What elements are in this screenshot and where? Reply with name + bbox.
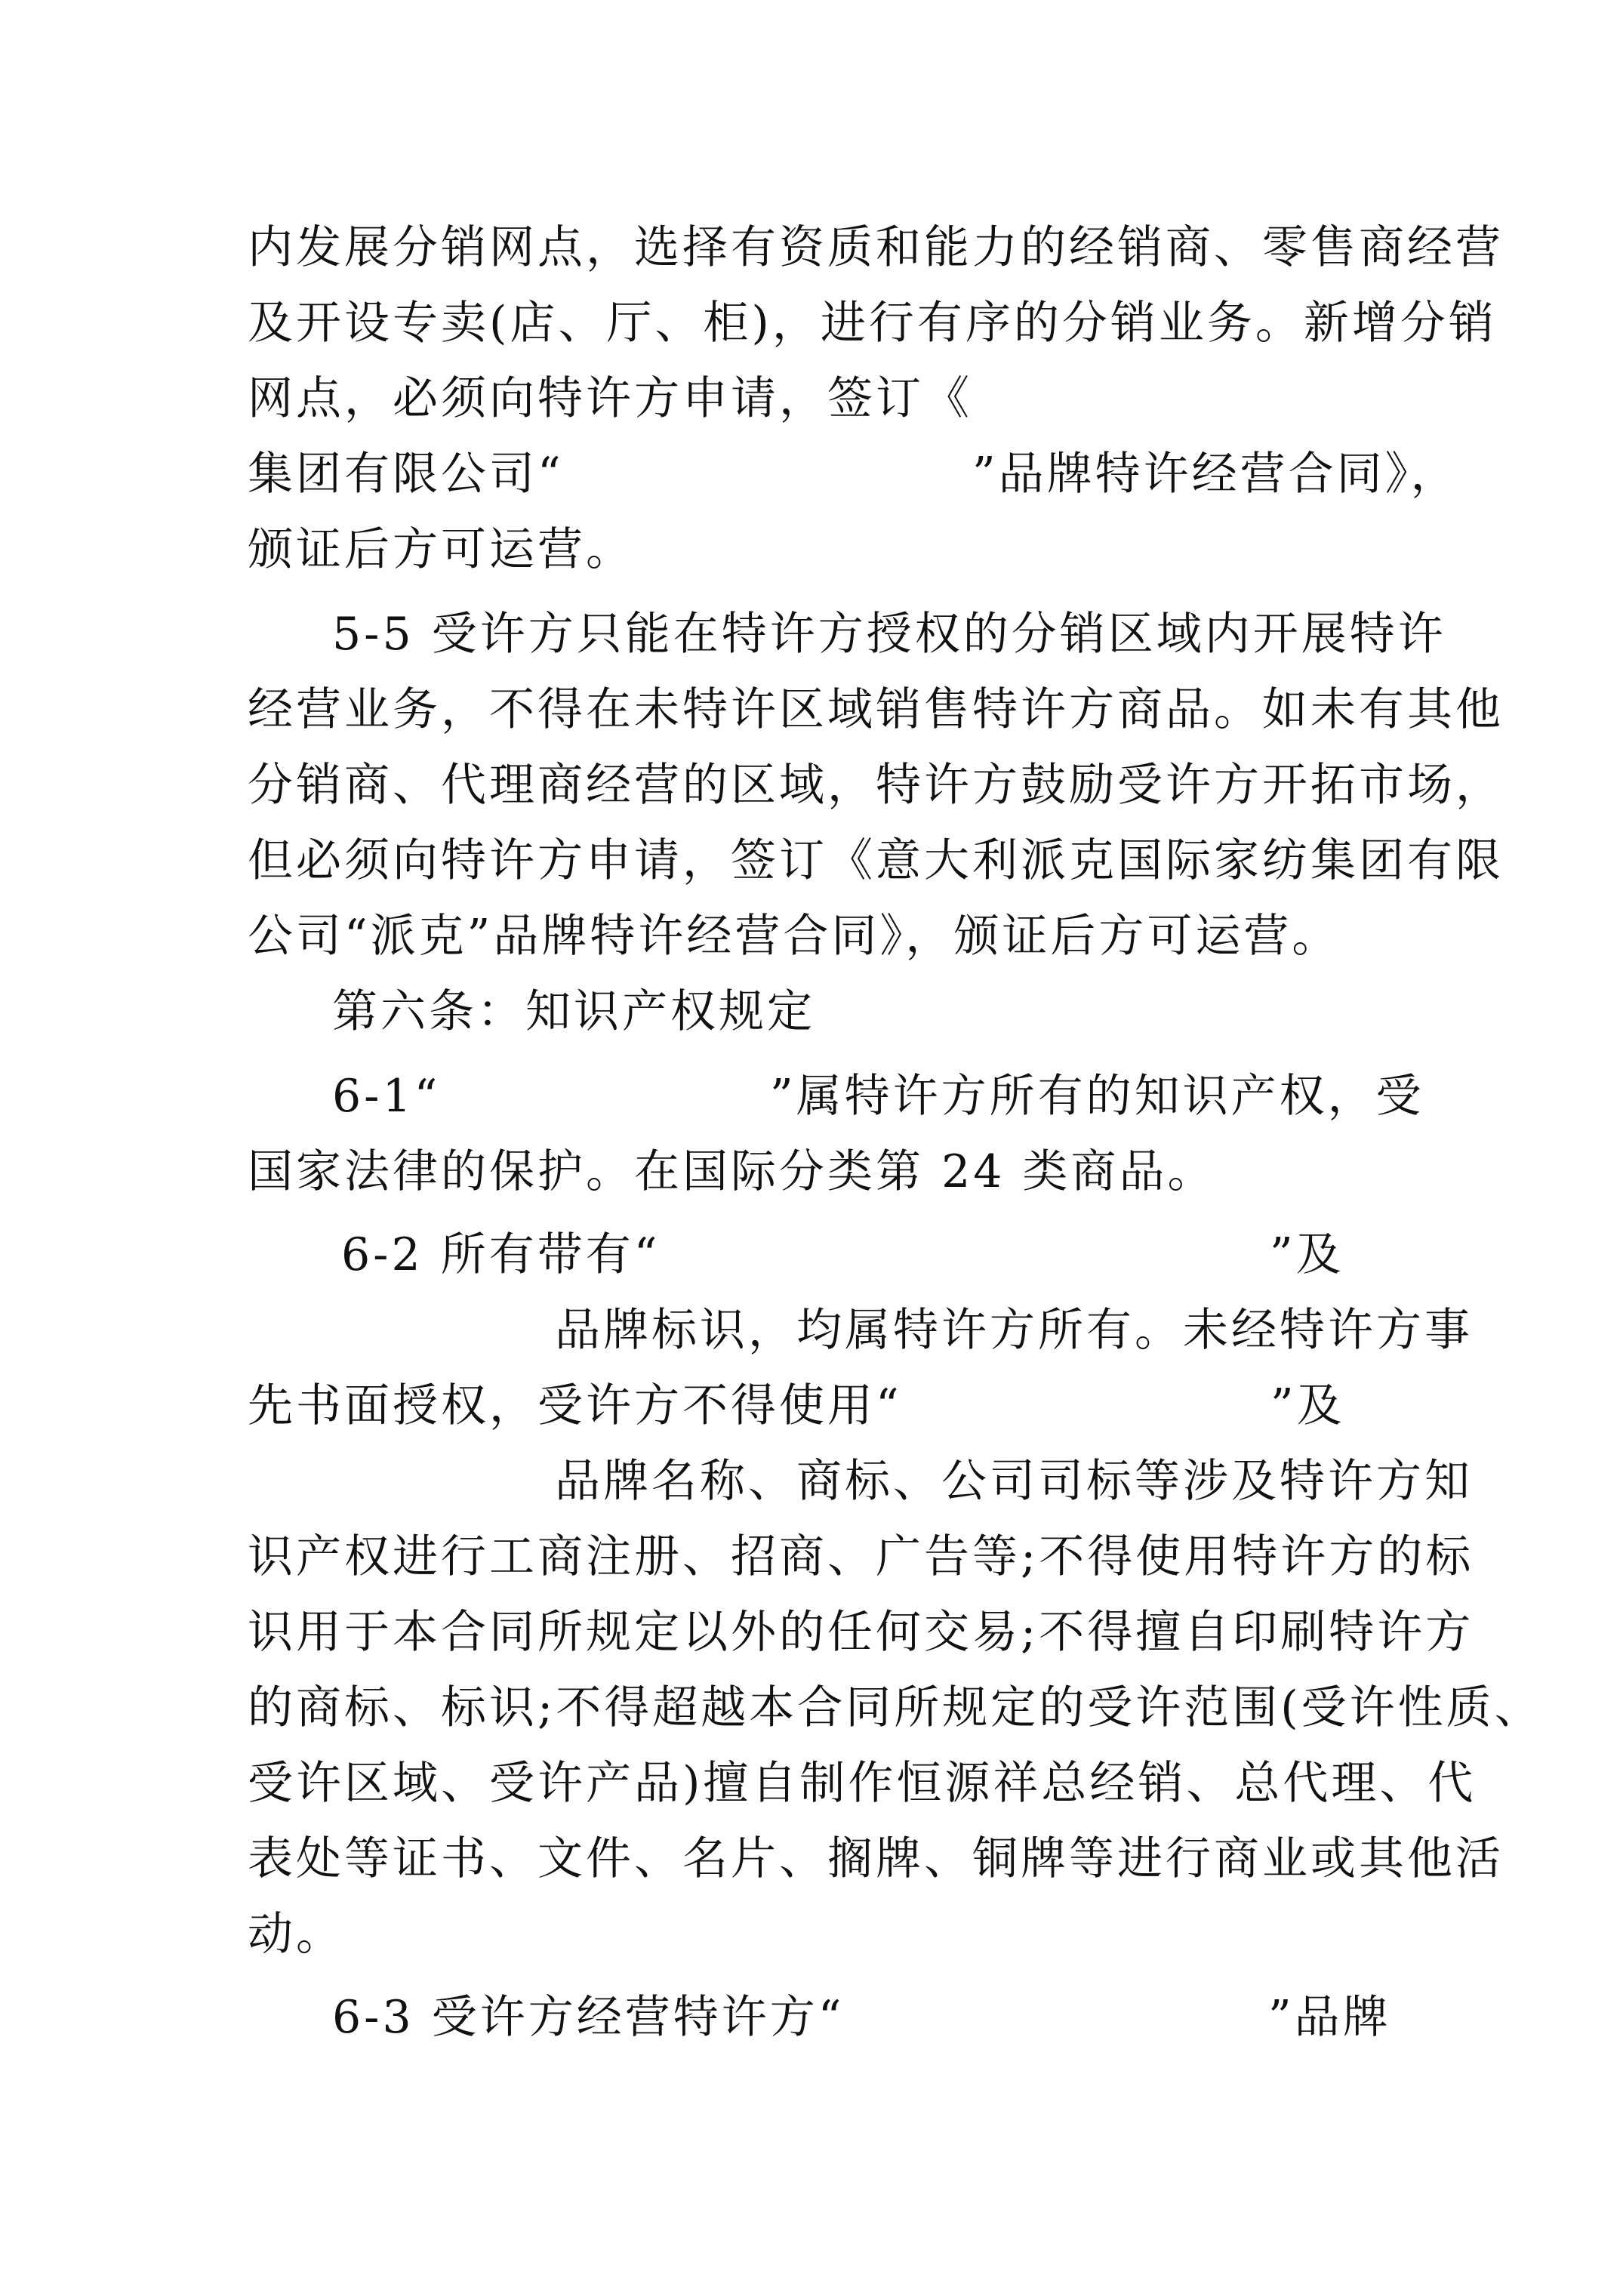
line-text-left: 6-2 所有带有“ (341, 1228, 661, 1281)
line-text: 5-5 受许方只能在特许方授权的分销区域内开展特许 (332, 608, 1446, 661)
text-line-22 (248, 1821, 1504, 1897)
heading-text: 第六条：知识产权规定 (332, 985, 815, 1038)
line-text: 经营业务，不得在未特许区域销售特许方商品。如未有其他 (248, 683, 1504, 736)
text-line-24 (332, 1980, 1464, 2055)
line-text: 分销商、代理商经营的区域，特许方鼓励受许方开拓市场， (248, 759, 1504, 812)
line-text: 的商标、标识;不得超越本合同所规定的受许范围(受许性质、 (248, 1681, 1543, 1734)
line-text: 公司“派克”品牌特许经营合同》，颁证后方可运营。 (248, 910, 1341, 963)
line-text: 表处等证书、文件、名片、搁牌、铜牌等进行商业或其他活 (248, 1832, 1504, 1885)
text-line-1 (248, 210, 1504, 285)
line-text: 内发展分销网点，选择有资质和能力的经销商、零售商经营 (248, 221, 1504, 274)
line-text-right: ”及 (1270, 1379, 1345, 1432)
line-text: 识用于本合同所规定以外的任何交易;不得擅自印刷特许方 (248, 1606, 1474, 1659)
line-text: 及开设专卖(店、厅、柜)，进行有序的分销业务。新增分销 (248, 297, 1497, 350)
text-line-2 (248, 285, 1497, 361)
line-text: 国家法律的保护。在国际分类第 24 类商品。 (248, 1145, 1216, 1198)
line-text-right: ”品牌特许经营合同》， (972, 448, 1459, 501)
text-line-10 (248, 898, 1380, 974)
text-line-18 (248, 1519, 1474, 1595)
text-line-16 (248, 1368, 1380, 1444)
line-text: 颁证后方可运营。 (248, 523, 634, 576)
text-line-23 (248, 1897, 1380, 1972)
line-text: 品牌标识，均属特许方所有。未经特许方事 (555, 1304, 1473, 1357)
text-line-4 (248, 436, 1459, 512)
line-text-left: 集团有限公司“ (248, 448, 564, 501)
line-text: 网点，必须向特许方申请，签订《 (248, 372, 972, 425)
section-heading (332, 974, 1464, 1049)
line-text: 受许区域、受许产品)擅自制作恒源祥总经销、总代理、代 (248, 1757, 1477, 1810)
text-line-7 (248, 672, 1504, 747)
line-text-right: ”品牌 (1268, 1991, 1391, 2044)
text-line-15 (555, 1293, 1623, 1368)
line-text: 品牌名称、商标、公司司标等涉及特许方知 (555, 1455, 1473, 1508)
line-text: 识产权进行工商注册、招商、广告等;不得使用特许方的标 (248, 1530, 1474, 1583)
text-line-5 (248, 512, 1380, 587)
line-text-right: ”及 (1270, 1228, 1344, 1281)
text-line-19 (248, 1595, 1474, 1670)
line-text-left: 先书面授权，受许方不得使用“ (248, 1379, 902, 1432)
line-text: 动。 (248, 1908, 344, 1961)
text-line-20 (248, 1670, 1543, 1746)
line-text-right: ”属特许方所有的知识产权，受 (770, 1070, 1424, 1123)
text-line-17 (555, 1444, 1623, 1519)
text-line-6 (332, 596, 1464, 672)
text-line-12 (332, 1059, 1464, 1134)
text-line-13 (248, 1134, 1380, 1210)
line-text-left: 6-1“ (332, 1070, 441, 1123)
text-line-9 (248, 823, 1504, 898)
text-line-21 (248, 1746, 1477, 1821)
text-line-14 (341, 1217, 1474, 1293)
text-line-8 (248, 747, 1504, 823)
text-line-3 (248, 361, 1380, 436)
line-text-left: 6-3 受许方经营特许方“ (332, 1991, 845, 2044)
line-text: 但必须向特许方申请，签订《意大利派克国际家纺集团有限 (248, 834, 1504, 887)
